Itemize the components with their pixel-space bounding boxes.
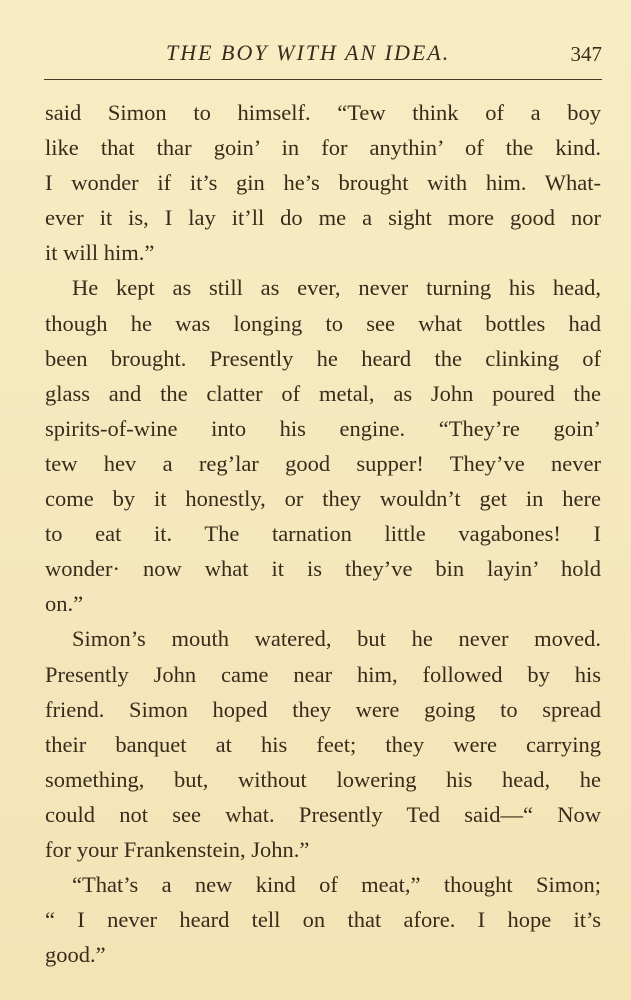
text-line: Simon’s mouth watered, but he never moved. — [72, 626, 601, 652]
page-header — [44, 40, 604, 72]
text-line: He kept as still as ever, never turning his head, — [72, 275, 601, 301]
text-line: ever it is, I lay it’ll do me a sight more good nor — [45, 205, 601, 231]
text-line: on.” — [45, 591, 84, 617]
text-line: I wonder if it’s gin he’s brought with him. What- — [45, 170, 601, 196]
text-line: though he was longing to see what bottles had — [45, 310, 601, 336]
text-line: glass and the clatter of metal, as John poured the — [45, 380, 601, 406]
text-line: tew hev a reg’lar good supper! They’ve never — [45, 450, 601, 476]
body-text — [45, 95, 601, 972]
text-line: friend. Simon hoped they were going to spread — [45, 696, 601, 722]
text-line: their banquet at his feet; they were carrying — [45, 731, 601, 757]
text-line: said Simon to himself. “Tew think of a boy — [45, 100, 601, 125]
text-line: wonder· now what it is they’ve bin layin’ hold — [45, 556, 601, 582]
text-line: spirits-of-wine into his engine. “They’re goin’ — [45, 415, 601, 441]
text-line: could not see what. Presently Ted said—“ Now — [45, 801, 601, 827]
text-line: “That’s a new kind of meat,” thought Simon; — [72, 872, 601, 898]
page-number: 347 — [570, 42, 602, 66]
text-line: “ I never heard tell on that afore. I hope it’s — [45, 907, 601, 933]
running-title: THE BOY WITH AN IDEA. — [166, 40, 451, 65]
text-line: Presently John came near him, followed by his — [45, 661, 601, 687]
text-line: been brought. Presently he heard the clinking of — [45, 345, 601, 371]
text-line: for your Frankenstein, John.” — [45, 836, 310, 862]
text-line: it will him.” — [45, 240, 155, 266]
text-line: to eat it. The tarnation little vagabones! I — [45, 521, 601, 547]
text-line: something, but, without lowering his head, he — [45, 766, 601, 792]
text-line: come by it honestly, or they wouldn’t get in here — [45, 486, 601, 512]
text-line: good.” — [45, 942, 106, 968]
text-line: like that thar goin’ in for anythin’ of the kind. — [45, 135, 601, 161]
header-rule — [44, 79, 602, 80]
